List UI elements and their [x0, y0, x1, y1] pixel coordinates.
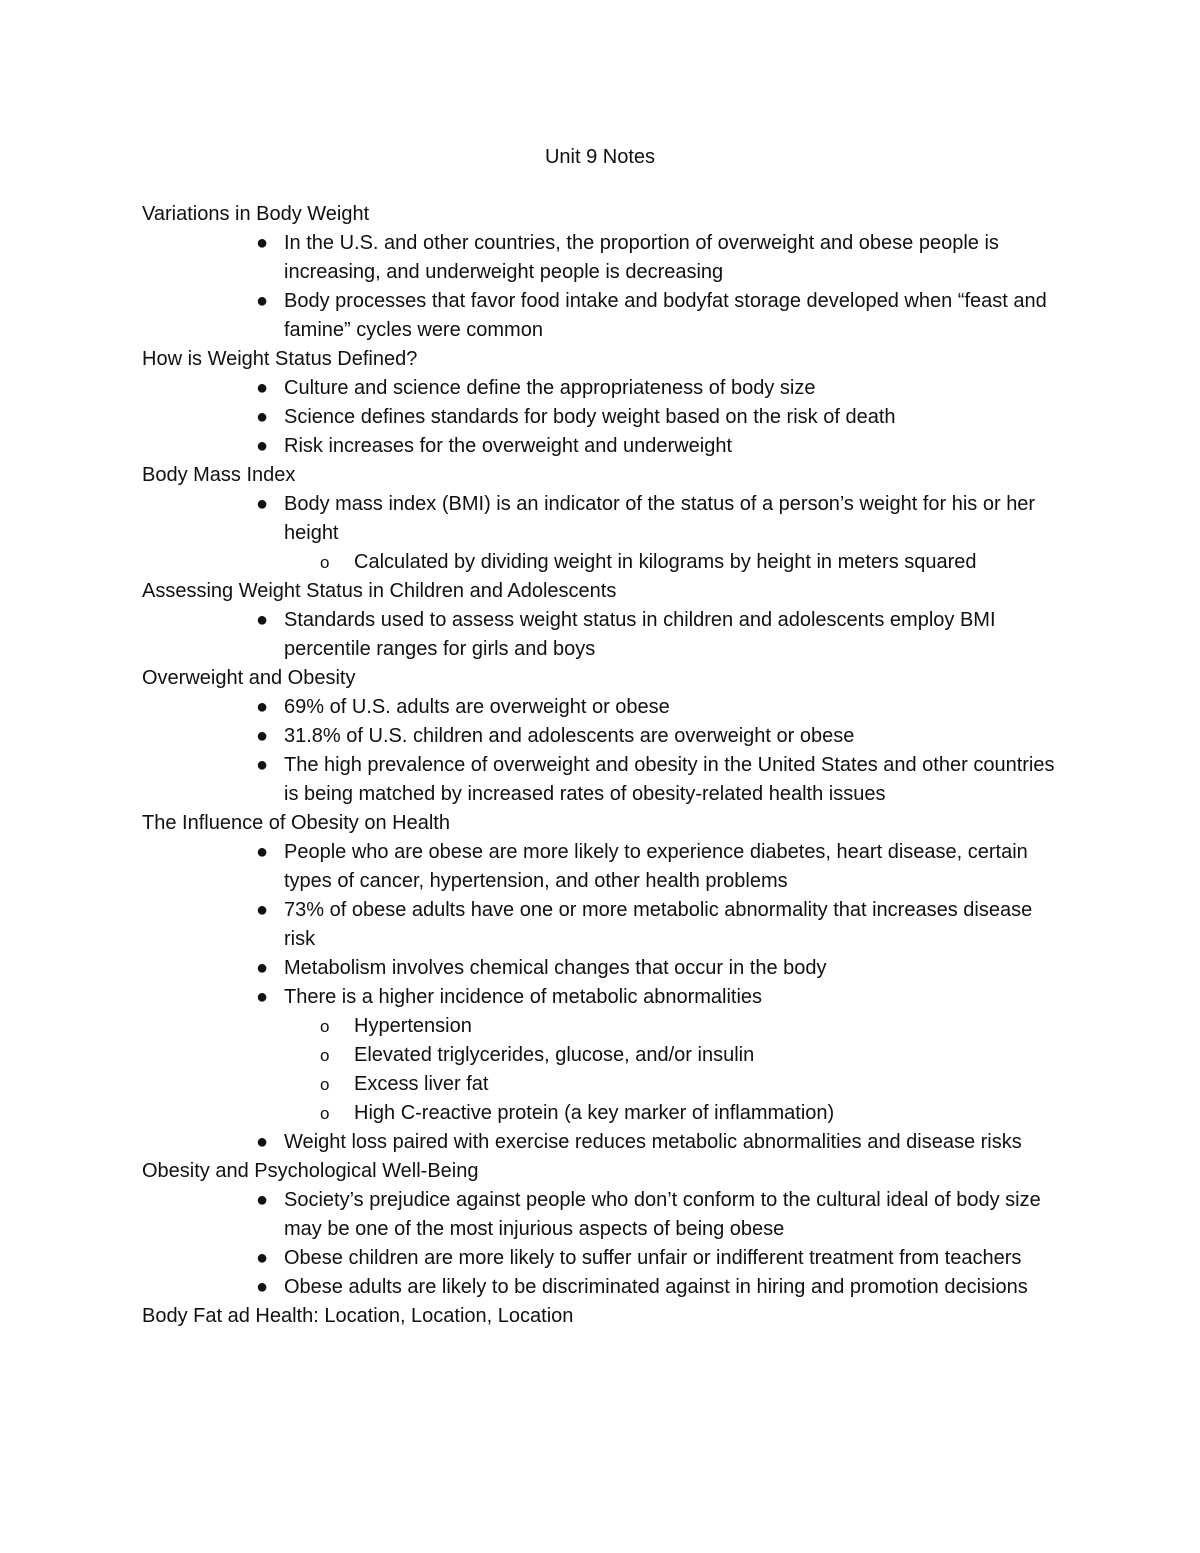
- list-item: [255, 1273, 1062, 1302]
- bullet-icon: ●: [255, 609, 269, 631]
- document-body: [142, 200, 1062, 1331]
- sub-list-item: [320, 1099, 1062, 1128]
- sub-list-item-text: High C-reactive protein (a key marker of inflammation): [354, 1102, 835, 1124]
- list-item-text: Body mass index (BMI) is an indicator of the status of a person’s weight for his or her height: [284, 493, 1036, 544]
- sub-list-item: [320, 1041, 1062, 1070]
- bullet-icon: ●: [255, 406, 269, 428]
- bullet-icon: ●: [255, 435, 269, 457]
- bullet-list: [142, 374, 1062, 461]
- bullet-list: [142, 490, 1062, 577]
- list-item-text: The high prevalence of overweight and obesity in the United States and other countries is being matched by increased rates of obesity-related health issues: [284, 754, 1055, 805]
- bullet-icon: ●: [255, 290, 269, 312]
- section-heading: Overweight and Obesity: [142, 667, 356, 689]
- hollow-bullet-icon: o: [320, 1104, 330, 1123]
- sub-list-item: [320, 1012, 1062, 1041]
- section-heading: Body Mass Index: [142, 464, 296, 486]
- bullet-icon: ●: [255, 957, 269, 979]
- list-item: [255, 896, 1062, 954]
- list-item-text: Society’s prejudice against people who don’t conform to the cultural ideal of body size may be one of the most injurious aspects of being obese: [284, 1189, 1041, 1240]
- bullet-icon: ●: [255, 696, 269, 718]
- bullet-list: [142, 229, 1062, 345]
- sub-bullet-list: [284, 1012, 1062, 1128]
- list-item-text: 31.8% of U.S. children and adolescents are overweight or obese: [284, 725, 855, 747]
- sub-list-item-text: Excess liver fat: [354, 1073, 489, 1095]
- list-item-text: Obese children are more likely to suffer unfair or indifferent treatment from teachers: [284, 1247, 1022, 1269]
- sub-list-item-text: Calculated by dividing weight in kilograms by height in meters squared: [354, 551, 977, 573]
- list-item-text: 73% of obese adults have one or more metabolic abnormality that increases disease risk: [284, 899, 1033, 950]
- bullet-list: [142, 693, 1062, 809]
- bullet-icon: ●: [255, 1276, 269, 1298]
- bullet-icon: ●: [255, 986, 269, 1008]
- section-heading: The Influence of Obesity on Health: [142, 812, 450, 834]
- list-item: [255, 490, 1062, 577]
- bullet-icon: ●: [255, 1131, 269, 1153]
- sub-bullet-list: [284, 548, 1062, 577]
- list-item-text: In the U.S. and other countries, the proportion of overweight and obese people is increasing, and underweight people is decreasing: [284, 232, 999, 283]
- list-item-text: There is a higher incidence of metabolic abnormalities: [284, 986, 763, 1008]
- hollow-bullet-icon: o: [320, 1075, 330, 1094]
- bullet-list: [142, 838, 1062, 1157]
- list-item: [255, 722, 1062, 751]
- section-heading: Obesity and Psychological Well-Being: [142, 1160, 479, 1182]
- list-item-text: Science defines standards for body weight based on the risk of death: [284, 406, 896, 428]
- list-item-text: People who are obese are more likely to experience diabetes, heart disease, certain types of cancer, hypertension, and other health problems: [284, 841, 1028, 892]
- list-item-text: Obese adults are likely to be discriminated against in hiring and promotion decisions: [284, 1276, 1028, 1298]
- list-item: [255, 1128, 1062, 1157]
- hollow-bullet-icon: o: [320, 553, 330, 572]
- bullet-icon: ●: [255, 232, 269, 254]
- list-item: [255, 229, 1062, 287]
- sub-list-item-text: Hypertension: [354, 1015, 472, 1037]
- hollow-bullet-icon: o: [320, 1017, 330, 1036]
- section-heading: Body Fat ad Health: Location, Location, Location: [142, 1305, 574, 1327]
- bullet-icon: ●: [255, 377, 269, 399]
- bullet-icon: ●: [255, 493, 269, 515]
- list-item-text: Standards used to assess weight status in children and adolescents employ BMI percentile ranges for girls and boys: [284, 609, 996, 660]
- bullet-icon: ●: [255, 899, 269, 921]
- sub-list-item: [320, 1070, 1062, 1099]
- list-item: [255, 983, 1062, 1128]
- bullet-icon: ●: [255, 725, 269, 747]
- list-item: [255, 287, 1062, 345]
- list-item-text: Culture and science define the appropriateness of body size: [284, 377, 816, 399]
- bullet-list: [142, 1186, 1062, 1302]
- list-item-text: Risk increases for the overweight and underweight: [284, 435, 733, 457]
- document-title: Unit 9 Notes: [544, 146, 656, 168]
- list-item: [255, 954, 1062, 983]
- sub-list-item-text: Elevated triglycerides, glucose, and/or insulin: [354, 1044, 755, 1066]
- hollow-bullet-icon: o: [320, 1046, 330, 1065]
- list-item: [255, 838, 1062, 896]
- section-heading: How is Weight Status Defined?: [142, 348, 418, 370]
- list-item: [255, 403, 1062, 432]
- list-item: [255, 693, 1062, 722]
- list-item: [255, 1244, 1062, 1273]
- bullet-icon: ●: [255, 754, 269, 776]
- list-item-text: Metabolism involves chemical changes that occur in the body: [284, 957, 827, 979]
- bullet-icon: ●: [255, 1247, 269, 1269]
- bullet-list: [142, 606, 1062, 664]
- list-item-text: Weight loss paired with exercise reduces metabolic abnormalities and disease risks: [284, 1131, 1022, 1153]
- list-item: [255, 606, 1062, 664]
- section-heading: Assessing Weight Status in Children and Adolescents: [142, 580, 617, 602]
- list-item-text: Body processes that favor food intake and bodyfat storage developed when “feast and famine” cycles were common: [284, 290, 1047, 341]
- bullet-icon: ●: [255, 1189, 269, 1211]
- section-heading: Variations in Body Weight: [142, 203, 370, 225]
- bullet-icon: ●: [255, 841, 269, 863]
- list-item: [255, 432, 1062, 461]
- list-item: [255, 1186, 1062, 1244]
- list-item: [255, 751, 1062, 809]
- list-item-text: 69% of U.S. adults are overweight or obese: [284, 696, 670, 718]
- sub-list-item: [320, 548, 1062, 577]
- list-item: [255, 374, 1062, 403]
